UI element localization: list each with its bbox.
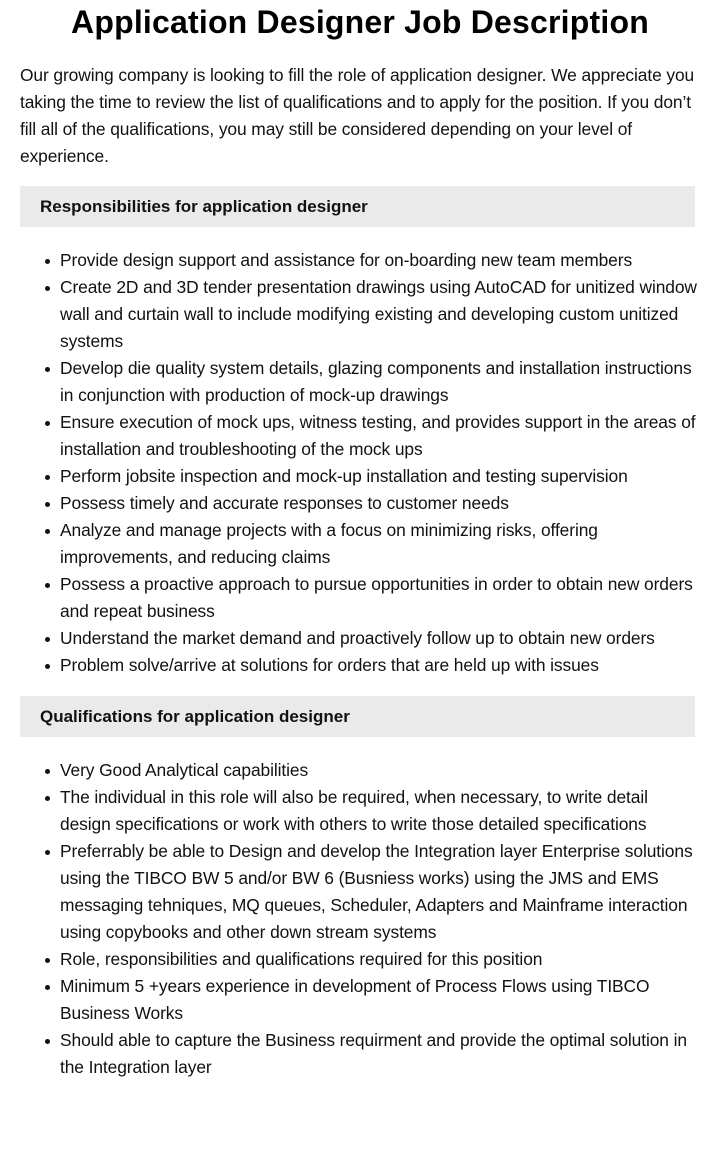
bullet-icon	[45, 286, 50, 291]
section-header-qualifications: Qualifications for application designer	[20, 696, 695, 737]
intro-paragraph: Our growing company is looking to fill the role of application designer. We appreciate you taking the time to review the list of qualifications and to apply for the position. If you don’t fill all of the qualifications, you may still be considered depending on your level of experience.	[20, 65, 695, 166]
list-item	[60, 625, 700, 652]
list-item	[60, 1027, 700, 1081]
bullet-icon	[45, 259, 50, 264]
list-item-text: The individual in this role will also be required, when necessary, to write detail design specifications or work with others to write those detailed specifications	[60, 787, 648, 834]
bullet-icon	[45, 1039, 50, 1044]
list-item-text: Perform jobsite inspection and mock-up installation and testing supervision	[60, 466, 628, 486]
list-item-text: Analyze and manage projects with a focus on minimizing risks, offering improvements, and reducing claims	[60, 520, 598, 567]
list-item-text: Develop die quality system details, glazing components and installation instructions in conjunction with production of mock-up drawings	[60, 358, 692, 405]
bullet-icon	[45, 664, 50, 669]
list-item	[60, 355, 700, 409]
list-item	[60, 517, 700, 571]
list-item	[60, 838, 700, 946]
bullet-icon	[45, 796, 50, 801]
list-item	[60, 973, 700, 1027]
list-item-text: Create 2D and 3D tender presentation drawings using AutoCAD for unitized window wall and curtain wall to include modifying existing and developing custom unitized systems	[60, 277, 697, 351]
list-item	[60, 571, 700, 625]
list-item-text: Preferrably be able to Design and develop the Integration layer Enterprise solutions using the TIBCO BW 5 and/or BW 6 (Busniess works) using the JMS and EMS messaging tehniques, MQ queues, Scheduler, Adapters and Mainframe interaction using copybooks and other down stream systems	[60, 841, 693, 942]
list-item	[60, 463, 700, 490]
list-item-text: Minimum 5 +years experience in development of Process Flows using TIBCO Business Works	[60, 976, 650, 1023]
bullet-icon	[45, 529, 50, 534]
list-item-text: Should able to capture the Business requirment and provide the optimal solution in the Integration layer	[60, 1030, 687, 1077]
list-item-text: Problem solve/arrive at solutions for orders that are held up with issues	[60, 655, 599, 675]
list-item	[60, 409, 700, 463]
section-header-responsibilities: Responsibilities for application designer	[20, 186, 695, 227]
bullet-icon	[45, 367, 50, 372]
list-item	[60, 247, 700, 274]
list-item-text: Possess a proactive approach to pursue opportunities in order to obtain new orders and repeat business	[60, 574, 693, 621]
bullet-icon	[45, 985, 50, 990]
list-item-text: Understand the market demand and proactively follow up to obtain new orders	[60, 628, 655, 648]
bullet-icon	[45, 475, 50, 480]
bullet-icon	[45, 769, 50, 774]
bullet-icon	[45, 850, 50, 855]
responsibilities-list	[20, 247, 700, 679]
list-item-text: Possess timely and accurate responses to customer needs	[60, 493, 509, 513]
page-title: Application Designer Job Description	[71, 4, 649, 40]
bullet-icon	[45, 637, 50, 642]
list-item-text: Role, responsibilities and qualifications required for this position	[60, 949, 543, 969]
list-item	[60, 757, 700, 784]
qualifications-section	[20, 696, 700, 1081]
list-item	[60, 946, 700, 973]
responsibilities-section	[20, 186, 700, 679]
bullet-icon	[45, 958, 50, 963]
list-item-text: Provide design support and assistance for on-boarding new team members	[60, 250, 633, 270]
qualifications-list	[20, 757, 700, 1081]
list-item	[60, 274, 700, 355]
bullet-icon	[45, 502, 50, 507]
bullet-icon	[45, 421, 50, 426]
bullet-icon	[45, 583, 50, 588]
list-item	[60, 490, 700, 517]
list-item-text: Ensure execution of mock ups, witness testing, and provides support in the areas of installation and troubleshooting of the mock ups	[60, 412, 696, 459]
list-item	[60, 652, 700, 679]
list-item-text: Very Good Analytical capabilities	[60, 760, 309, 780]
list-item	[60, 784, 700, 838]
